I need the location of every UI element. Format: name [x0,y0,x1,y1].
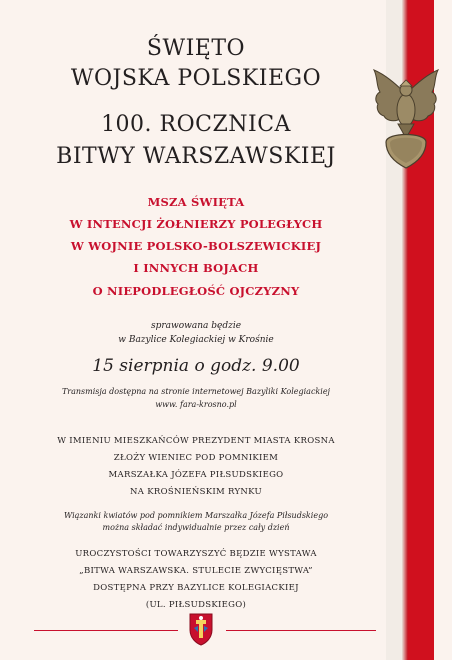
flowers-line-2: można składać indywidualnie przez cały dzień [102,523,290,532]
mass-line-2: W INTENCJI ŻOŁNIERZY POLEGŁYCH [69,217,323,231]
transmission-link[interactable]: www. fara-krosno.pl [155,400,237,409]
mass-line-5: O NIEPODLEGŁOŚĆ OJCZYZNY [92,284,300,298]
event-date: 15 sierpnia o godz. 9.00 [92,356,300,376]
footer-rule-right [226,630,376,631]
title-line-4: BITWY WARSZAWSKIEJ [56,144,336,169]
krosno-coat-of-arms-icon [188,612,214,646]
exhibition-line-3: DOSTĘPNA PRZY BAZYLICE KOLEGIACKIEJ [93,583,299,593]
celebrated-line-2: w Bazylice Kolegiackiej w Krośnie [118,335,274,345]
mass-line-3: W WOJNIE POLSKO-BOLSZEWICKIEJ [70,239,322,253]
celebrated-line-1: sprawowana będzie [150,321,242,331]
wreath-line-3: MARSZAŁKA JÓZEFA PIŁSUDSKIEGO [108,470,284,480]
flowers-line-1: Wiązanki kwiatów pod pomnikiem Marszałka Józefa Piłsudskiego [63,511,329,520]
title-line-2: WOJSKA POLSKIEGO [70,66,322,91]
exhibition-line-4: (UL. PIŁSUDSKIEGO) [145,600,247,610]
title-line-1: ŚWIĘTO [146,36,246,61]
mass-line-4: I INNYCH BOJACH [133,261,259,275]
title-line-3: 100. ROCZNICA [101,112,291,137]
exhibition-line-1: UROCZYSTOŚCI TOWARZYSZYĆ BĘDZIE WYSTAWA [75,549,317,559]
wreath-line-4: NA KROŚNIEŃSKIM RYNKU [130,487,262,497]
footer-rule-left [34,630,178,631]
exhibition-line-2: „BITWA WARSZAWSKA. STULECIE ZWYCIĘSTWA” [79,566,313,576]
transmission-line-1: Transmisja dostępna na stronie internetowej Bazyliki Kolegiackiej [61,387,331,396]
mass-line-1: MSZA ŚWIĘTA [147,195,245,209]
wreath-line-2: ZŁOŻY WIENIEC POD POMNIKIEM [113,453,279,463]
wreath-line-1: W IMIENIU MIESZKAŃCÓW PREZYDENT MIASTA KROSNA [57,436,335,446]
